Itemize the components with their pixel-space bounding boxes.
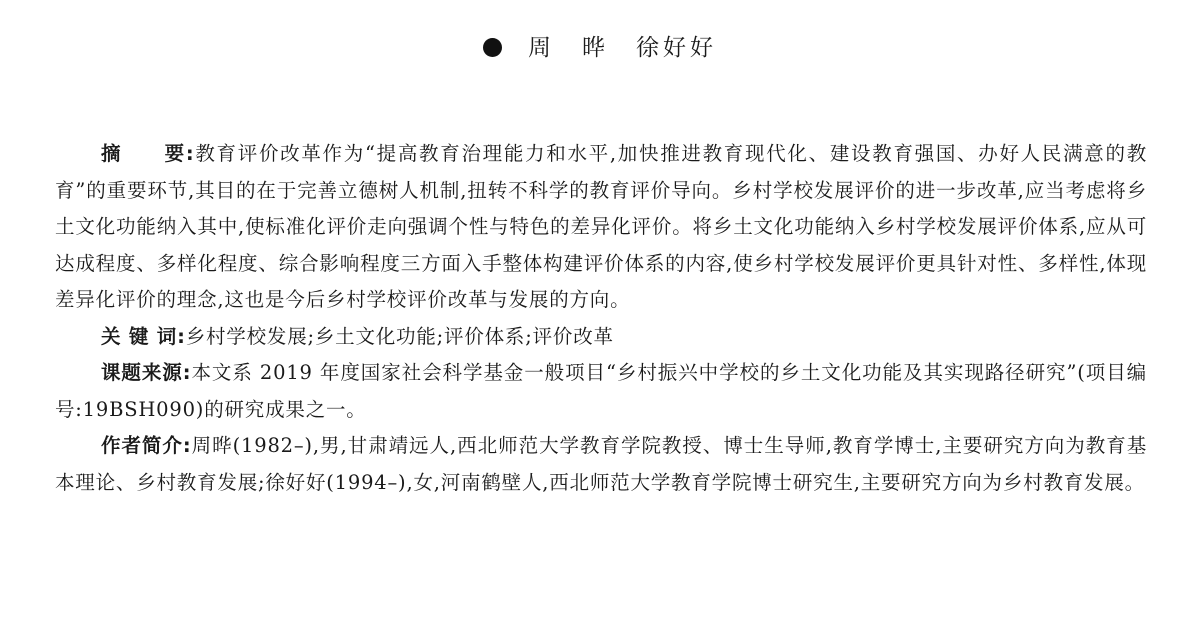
author-names: 周 晔 徐好好 bbox=[528, 35, 717, 61]
author-bio-text: 周晔(1982–),男,甘肃靖远人,西北师范大学教育学院教授、博士生导师,教育学博士,主要研究方向为教育基本理论、乡村教育发展;徐好好(1994–),女,河南鹤壁人,西北师范大学教育学院博士研究生,主要研究方向为乡村教育发展。 bbox=[55, 434, 1147, 494]
abstract-label: 摘 要: bbox=[101, 142, 195, 165]
funding-text: 本文系 2019 年度国家社会科学基金一般项目“乡村振兴中学校的乡土文化功能及其实现路径研究”(项目编号:19BSH090)的研究成果之一。 bbox=[55, 361, 1147, 421]
keywords-label: 关 键 词: bbox=[101, 324, 186, 348]
abstract-text: 教育评价改革作为“提高教育治理能力和水平,加快推进教育现代化、建设教育强国、办好人民满意的教育”的重要环节,其目的在于完善立德树人机制,扭转不科学的教育评价导向。乡村学校发展评价的进一步改革,应当考虑将乡土文化功能纳入其中,使标准化评价走向强调个性与特色的差异化评价。将乡土文化功能纳入乡村学校发展评价体系,应从可达成程度、多样化程度、综合影响程度三方面入手整体构建评价体系的内容,使乡村学校发展评价更具针对性、多样性,体现差异化评价的理念,这也是今后乡村学校评价改革与发展的方向。 bbox=[55, 142, 1147, 311]
abstract-paragraph bbox=[55, 136, 1147, 319]
author-bio-paragraph bbox=[55, 428, 1147, 501]
author-line bbox=[0, 28, 1200, 68]
funding-label: 课题来源: bbox=[101, 361, 192, 384]
funding-paragraph bbox=[55, 355, 1147, 428]
keywords-paragraph bbox=[55, 319, 1147, 356]
front-matter bbox=[55, 136, 1147, 501]
author-bio-label: 作者简介: bbox=[101, 434, 192, 457]
bullet-icon bbox=[483, 38, 502, 57]
keywords-text: 乡村学校发展;乡土文化功能;评价体系;评价改革 bbox=[185, 324, 614, 348]
